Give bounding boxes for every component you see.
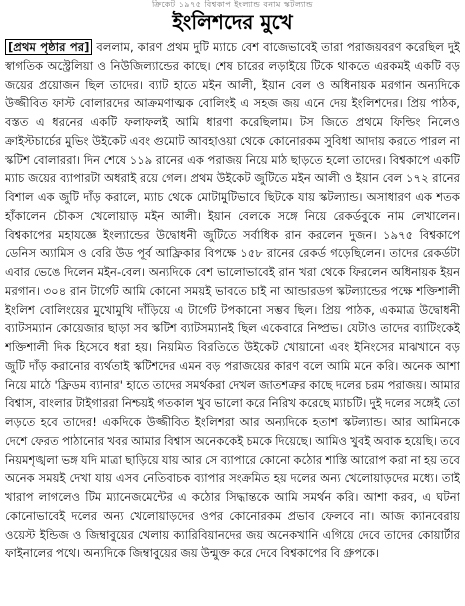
article-text: বললাম, কারণ প্রথম দুটি ম্যাচে বেশ বাজেভাবেই তারা পরাজয়বরণ করেছিল দুই স্বাগতিক অস্ট্রেলিয়া ও নিউজিল্যান্ডের কাছে। শেষ চারের লড়াইয়ে টিকে থাকতে এরকমই একটি বড় জয়ের প্রয়োজন ছিল তাদের। ব্যাট হাতে মইন আলী, ইয়ান বেল ও অধিনায়ক মরগান অন্যদিকে উজ্জীবিত ফাস্ট বোলারদের আক্রমণাত্মক বোলিংই এ সহজ জয় এনে দেয় ইংলিশদের। প্রিয় পাঠক, বস্তত এ ধরনের একটি ফলাফলই আমি ধারণা করেছিলাম। টস জিতে প্রথমে ফিল্ডিং নিলেও ক্রাইস্টচার্চের মুভিং উইকেট এবং গুমোট আবহাওয়া থেকে কোনোরকম সুবিধা আদায় করতে পারল না স্কটিশ বোলাররা। দিন শেষে ১১৯ রানের এক পরাজয় নিয়ে মাঠ ছাড়তে হলো তাদের। বিশ্বকাপে একটি ম্যাচ জয়ের ব্যাপারটা অধরাই রয়ে গেল। প্রথম উইকেট জুটিতে মইন আলী ও ইয়ান বেল ১৭২ রানের বিশাল এক জুটি দাঁড় করালে, ম্যাচ থেকে মোটামুটিভাবে ছিটকে যায় স্কটল্যান্ড। অসাধারণ এক শতক হাঁকালেন চৌকস খেলোয়াড় মইন আলী। ইয়ান বেলকে সঙ্গে নিয়ে রেকর্ডবুকে নাম লেখালেন। বিশ্বকাপের মহাযজ্ঞে ইংল্যান্ডের উদ্বোধনী জুটিতে সর্বাধিক রান করলেন দুজন। ১৯৭৫ বিশ্বকাপে ডেনিস অ্যামিস ও বেরি উড পূর্ব আফ্রিকার বিপক্ষে ১৫৮ রানের রেকর্ড গড়েছিলেন। তাদের রেকর্ডটা এবার ভেঙে দিলেন মইন-বেল। অন্যদিকে বেশ ভালোভাবেই রান খরা থেকে ফিরলেন অধিনায়ক ইয়ন মরগান। ৩০৪ রান টার্গেট আমি কোনো সময়ই ভাবতে চাই না আন্ডারডগ স্কটল্যান্ডের পক্ষে শক্তিশালী ইংলিশ বোলিংয়ের মুখোমুখি দাঁড়িয়ে এ টার্গেট টপকানো সম্ভব ছিল। প্রিয় পাঠক, একমাত্র উদ্বোধনী ব্যাটসম্যান কোয়েজার ছাড়া সব স্কটিশ ব্যাটসম্যানই ছিল একেবারে নিষ্প্রভ। যেটাও তাদের ব্যাটিংকেই শক্তিশালী দিক হিসেবে ধরা হয়। নিয়মিত বিরতিতে উইকেট খোয়ানো এবং ইনিংসের মাঝখানে বড় জুটি দাঁড় করানোর ব্যর্থতাই স্কটিশদের এমন বড় পরাজয়ের কারণ বলে আমি মনে করি। অনেক আশা নিয়ে মাঠে 'ফ্রিডম ব্যানার' হাতে তাদের সমর্থকরা দেখল জাতশত্রুর কাছে দলের চরম পরাজয়। আমার বিশ্বাস, বাংলার টাইগাররা নিশ্চয়ই গতকাল খুব ভালো করে নিরিখ করেছে ম্যাচটি। দুই দলের সঙ্গেই তো লড়তে হবে তাদের! একদিকে উজ্জীবিত ইংলিশরা আর অন্যদিকে হতাশ স্কটল্যান্ড। আর আমিনকে দেশে ফেরত পাঠানোর খবর আমার বিশ্বাস অনেককেই চমকে দিয়েছে। আমিও খুবই অবাক হয়েছি। তবে নিয়মশৃঙ্খলা ভঙ্গ যদি মাত্রা ছাড়িয়ে যায় আর সে ব্যাপারে কোনো কঠোর শাস্তি আরোপ করা না হয় তবে অনেক সময়ই দেখা যায় এসব নেতিবাচক ব্যাপার সংক্রমিত হয় দলের অন্য খেলোয়াড়দের মধ্যে। তাই খারাপ লাগলেও টিম ম্যানেজমেন্টের এ কঠোর সিদ্ধান্তকে আমি সমর্থন করি। আশা করব, এ ঘটনা কোনোভাবেই দলের অন্য খেলোয়াড়দের ওপর কোনোরকম প্রভাব ফেলবে না। আজ ক্যানবেরায় ওয়েস্ট ইন্ডিজ ও জিম্বাবুয়ের খেলায় ক্যারিবিয়ানদের জয় অনেকখানি এগিয়ে দেবে তাদের কোয়ার্টার ফাইনালের পথে। অন্যদিকে জিম্বাবুয়ের জয় উন্মুক্ত করে দেবে বিশ্বকাপের বি গ্রুপকে। xyxy=(5,40,460,561)
article-headline: ইংলিশদের মুখে xyxy=(172,10,293,34)
article-body xyxy=(5,38,460,604)
continued-from-tag: [প্রথম পৃষ্ঠার পর] xyxy=(5,39,92,55)
masthead-strip: ক্রিকেট ১৯৭৫ বিশ্বকাপ ইংল্যান্ড বনাম স্কটল্যান্ড xyxy=(152,0,313,9)
